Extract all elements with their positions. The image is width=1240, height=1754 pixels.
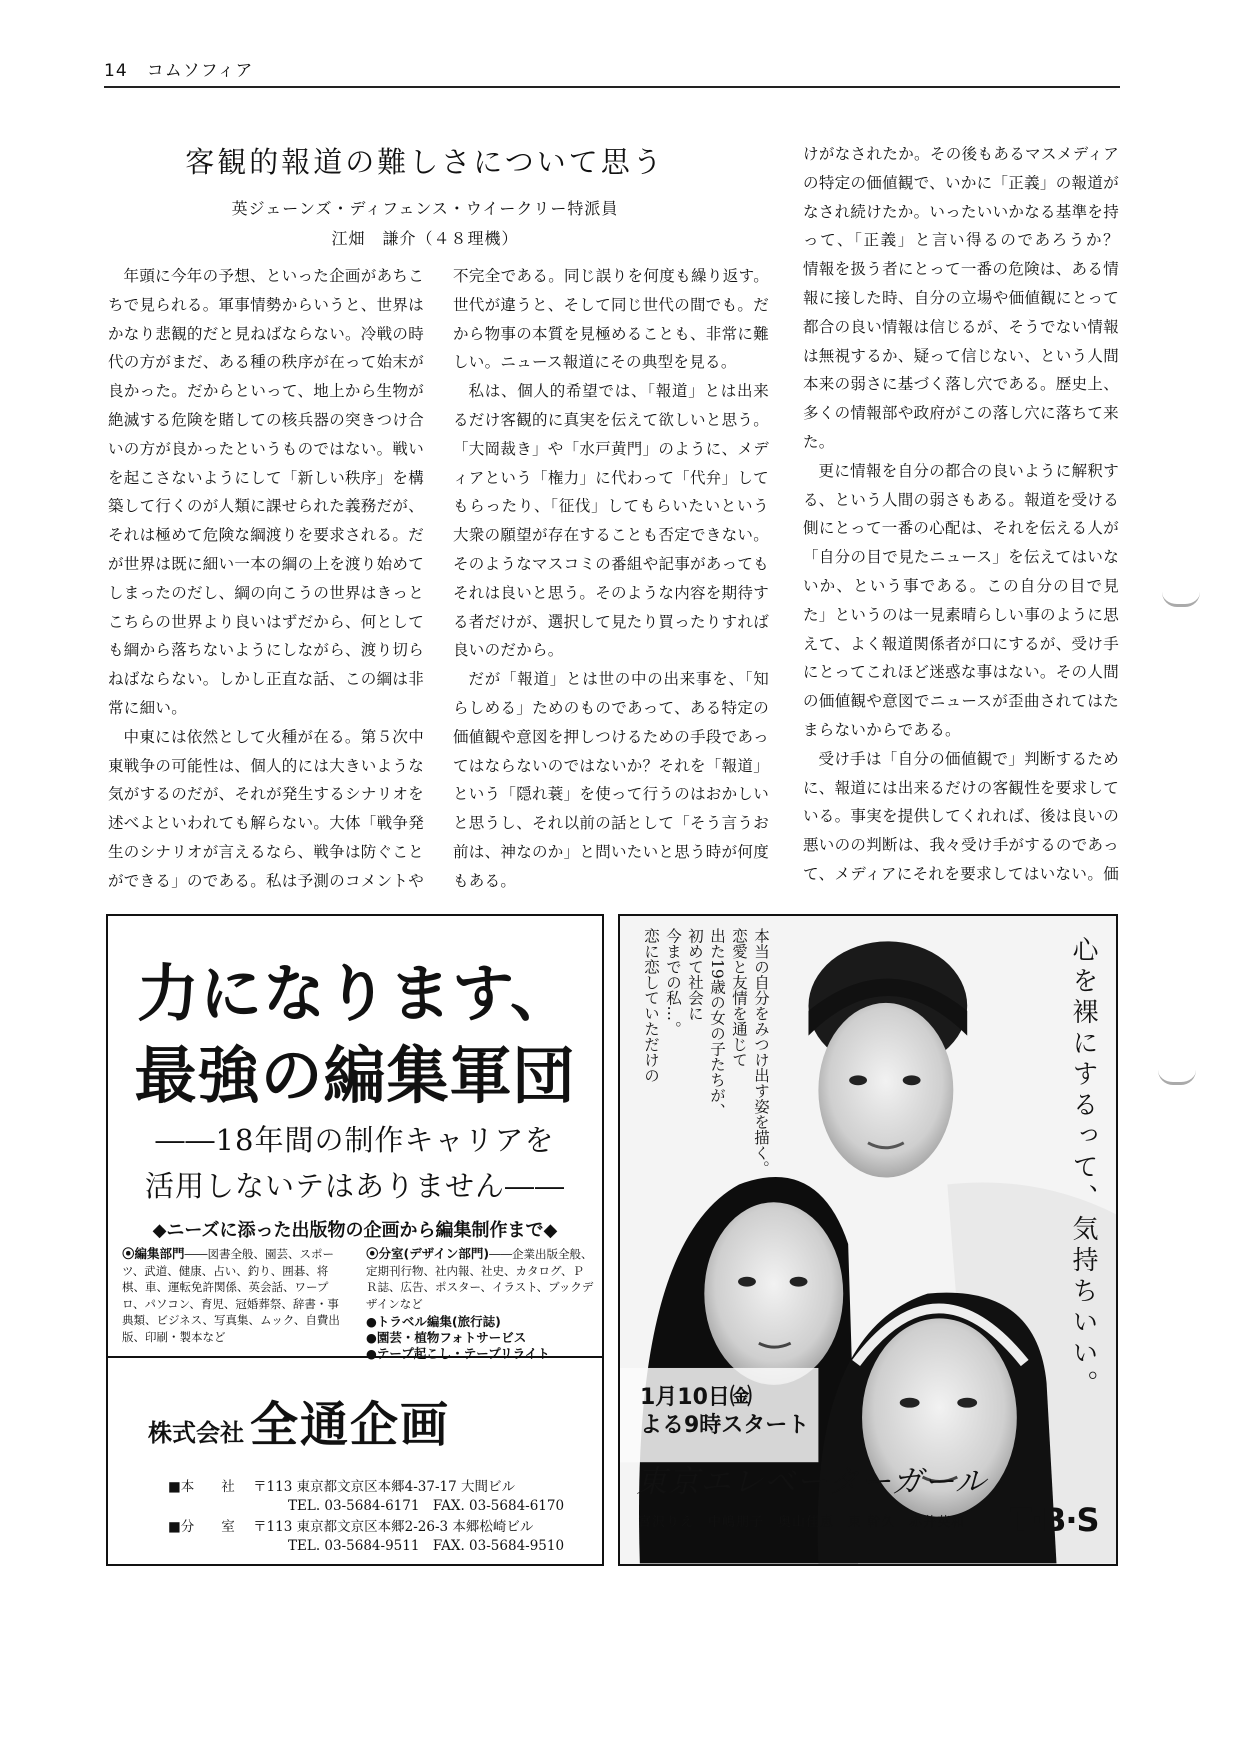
dept-design-text: ――企業出版全般、定期刊行物、社内報、社史、カタログ、ＰＲ誌、広告、ポスター、イラスト、ブックデザインなど [366,1247,594,1311]
paragraph: 受け手は「自分の価値観で」判断するために、報道には出来るだけの客観性を要求している。事実を提供してくれれば、後は良いの悪いのの判断は、我々受け手がするのであって、メディアにそれを要求してはいない。価 [803,749,1119,883]
story-line: 今までの私…。 [664,928,682,1037]
author-title: 英ジェーンズ・ディフェンス・ウイークリー特派員 [231,199,619,218]
ad-headline-1: 力になります、 [136,957,574,1030]
address-line: 〒113 東京都文京区本郷4-37-17 大間ビル [253,1479,515,1495]
article-title: 客観的報道の難しさについて思う [185,145,665,179]
binder-hole-mark [1162,592,1200,607]
broadcast-date [640,1384,809,1440]
broadcast-day: 1月10日㈮ [640,1385,752,1410]
ad-story-text [640,928,772,1198]
article-column-2 [453,262,769,892]
publication-name: コムソフィア [146,61,254,81]
ad-editing-company [106,914,604,1566]
paragraph: 私は、個人的希望では、「報道」とは出来るだけ客観的に真実を伝えて欲しいと思う。「大岡裁き」や「水戸黄門」のように、メディアという「権力」に代わって「代弁」してもらったり、「征伐」してもらいたいという大衆の願望が存在することも否定できない。そのようなマスコミの番組や記事があってもそれは良いと思う。そのような内容を期待する者だけが、選択して見たり買ったりすれば良いのだから。 [453,382,769,660]
show-title: 東京エレベーターガール [636,1464,987,1500]
paragraph: だが「報道」とは世の中の出来事を、「知らしめる」ためのものであって、ある特定の価値観や意図を押しつけるための手段であってはならないのではないか？それを「報道」という「隠れ蓑」を使って行うのはおかしいと思うし、それ以前の話として「そう言うお前は、神なのか」と問いたいと思う時が何度もある。 [453,670,769,890]
story-line: 恋に恋していただけの [642,928,660,1083]
service-bullet: ●園芸・植物フォトサービス [366,1330,527,1345]
ad-tv-drama [618,914,1118,1566]
company-name: 全通企画 [250,1397,451,1453]
service-bullet: ●トラベル編集(旅行誌) [366,1314,501,1329]
story-line: 本当の自分をみつけ出す姿を描く。 [752,928,770,1176]
service-bullet: ●テープ起こし・テープリライト [366,1346,550,1361]
paragraph: 中東には依然として火種が在る。第５次中東戦争の可能性は、個人的には大きいような気がするのだが、それが発生するシナリオを述べよといわれても解らない。大体「戦争発生のシナリオが言えるなら、戦争は防ぐことができる」のである。私は予測のコメントや [108,727,424,890]
address-line: 〒113 東京都文京区本郷2-26-3 本郷松崎ビル [253,1519,534,1535]
dept-editing-text: ――図書全般、園芸、スポーツ、武道、健康、占い、釣り、囲碁、将棋、車、運転免許関係、英会話、ワープロ、パソコン、育児、冠婚葬祭、辞書・事典類、ビジネス、写真集、ムック、自費出版、印刷・製本など [122,1247,340,1344]
ad-subheadline-2: 活用しないテはありません―― [144,1169,565,1203]
ad-subheadline-1: ――18年間の制作キャリアを [155,1123,555,1157]
dept-design-title: ⦿分室(デザイン部門) [366,1246,490,1261]
article-column-3 [803,140,1119,892]
ad-divider [108,1356,602,1358]
address-branch [168,1518,564,1556]
dept-design [366,1246,594,1362]
address-head-office [168,1478,564,1516]
paragraph: 不完全である。同じ誤りを何度も繰り返す。世代が違うと、そして同じ世代の間でも。だから物事の本質を見極めることも、非常に難しい。ニュース報道にその典型を見る。 [453,267,769,372]
paragraph: 更に情報を自分の都合の良いように解釈する、という人間の弱さもある。報道を受ける側にとって一番の心配は、それを伝える人が「自分の目で見たニュース」を伝えてはいないか、という事である。この自分の目で見た」というのは一見素晴らしい事のように思えて、よく報道関係者が口にするが、受け手にとってこれほど迷惑な事はない。その人間の価値観や意図でニュースが歪曲されてはたまらないからである。 [803,461,1119,739]
cast-list: 宮沢りえ 中嶋朋子 奥山佳恵 東 幹久 赤井英和 [638,1515,966,1530]
story-line: 恋愛と友情を通じて [730,928,748,1068]
dept-editing-title: ⦿編集部門 [122,1246,185,1261]
page-number: 14 [104,61,128,81]
paragraph: けがなされたか。その後もあるマスメディアの特定の価値観で、いかに「正義」の報道がなされ続けたか。いったいいかなる基準を持って、「正義」と言い得るのであろうか？ 情報を扱う者にとって一番の危険は、ある情報に接した時、自分の立場や価値観にとって都合の良い情報は信じるが、そうでない情報は無視するか、疑って信じない、という人間本来の弱さに基づく落し穴である。歴史上、多くの情報部や政府がこの落し穴に落ちて来た。 [803,145,1119,451]
company-prefix: 株式会社 [148,1419,244,1447]
ad-tagline: ◆ニーズに添った出版物の企画から編集制作まで◆ [152,1220,558,1241]
address-tel: TEL. 03-5684-6171 FAX. 03-5684-6170 [288,1498,565,1514]
address-label: ■本 社 [168,1479,235,1495]
author-name: 江畑 謙介（４８理機） [331,229,519,248]
address-label: ■分 室 [168,1519,235,1535]
dept-editing [122,1246,350,1345]
ad-vertical-copy: 心を裸にするって、気持ちいい。 [1068,936,1098,1401]
article-column-1 [108,262,424,892]
ad-headline-2: 最強の編集軍団 [134,1039,576,1112]
story-line: 出た19歳の女の子たちが、 [708,928,726,1119]
paragraph: 年頭に今年の予想、といった企画があちこちで見られる。軍事情勢からいうと、世界はかなり悲観的だと見ねばならない。冷戦の時代の方がまだ、ある種の秩序が在って始末が良かった。だからといって、地上から生物が絶滅する危険を賭しての核兵器の突きつけ合いの方が良かったというものではない。戦いを起こさないようにして「新しい秩序」を構築して行くのが人類に課せられた義務だが、それは極めて危険な綱渡りを要求される。だが世界は既に細い一本の綱の上を渡り始めてしまったのだし、綱の向こうの世界はきっとこちらの世界より良いはずだから、何としても綱から落ちないようにしながら、渡り切らねばならない。しかし正直な話、この綱は非常に細い。 [108,267,424,717]
company-name-block [148,1386,604,1455]
binder-hole-mark [1158,1070,1196,1085]
broadcast-time: よる9時スタート [640,1413,810,1438]
story-line: 初めて社会に [686,928,704,1021]
page-header [104,56,1120,88]
address-tel: TEL. 03-5684-9511 FAX. 03-5684-9510 [288,1538,565,1554]
network-logo: T·B·S [1010,1501,1099,1539]
